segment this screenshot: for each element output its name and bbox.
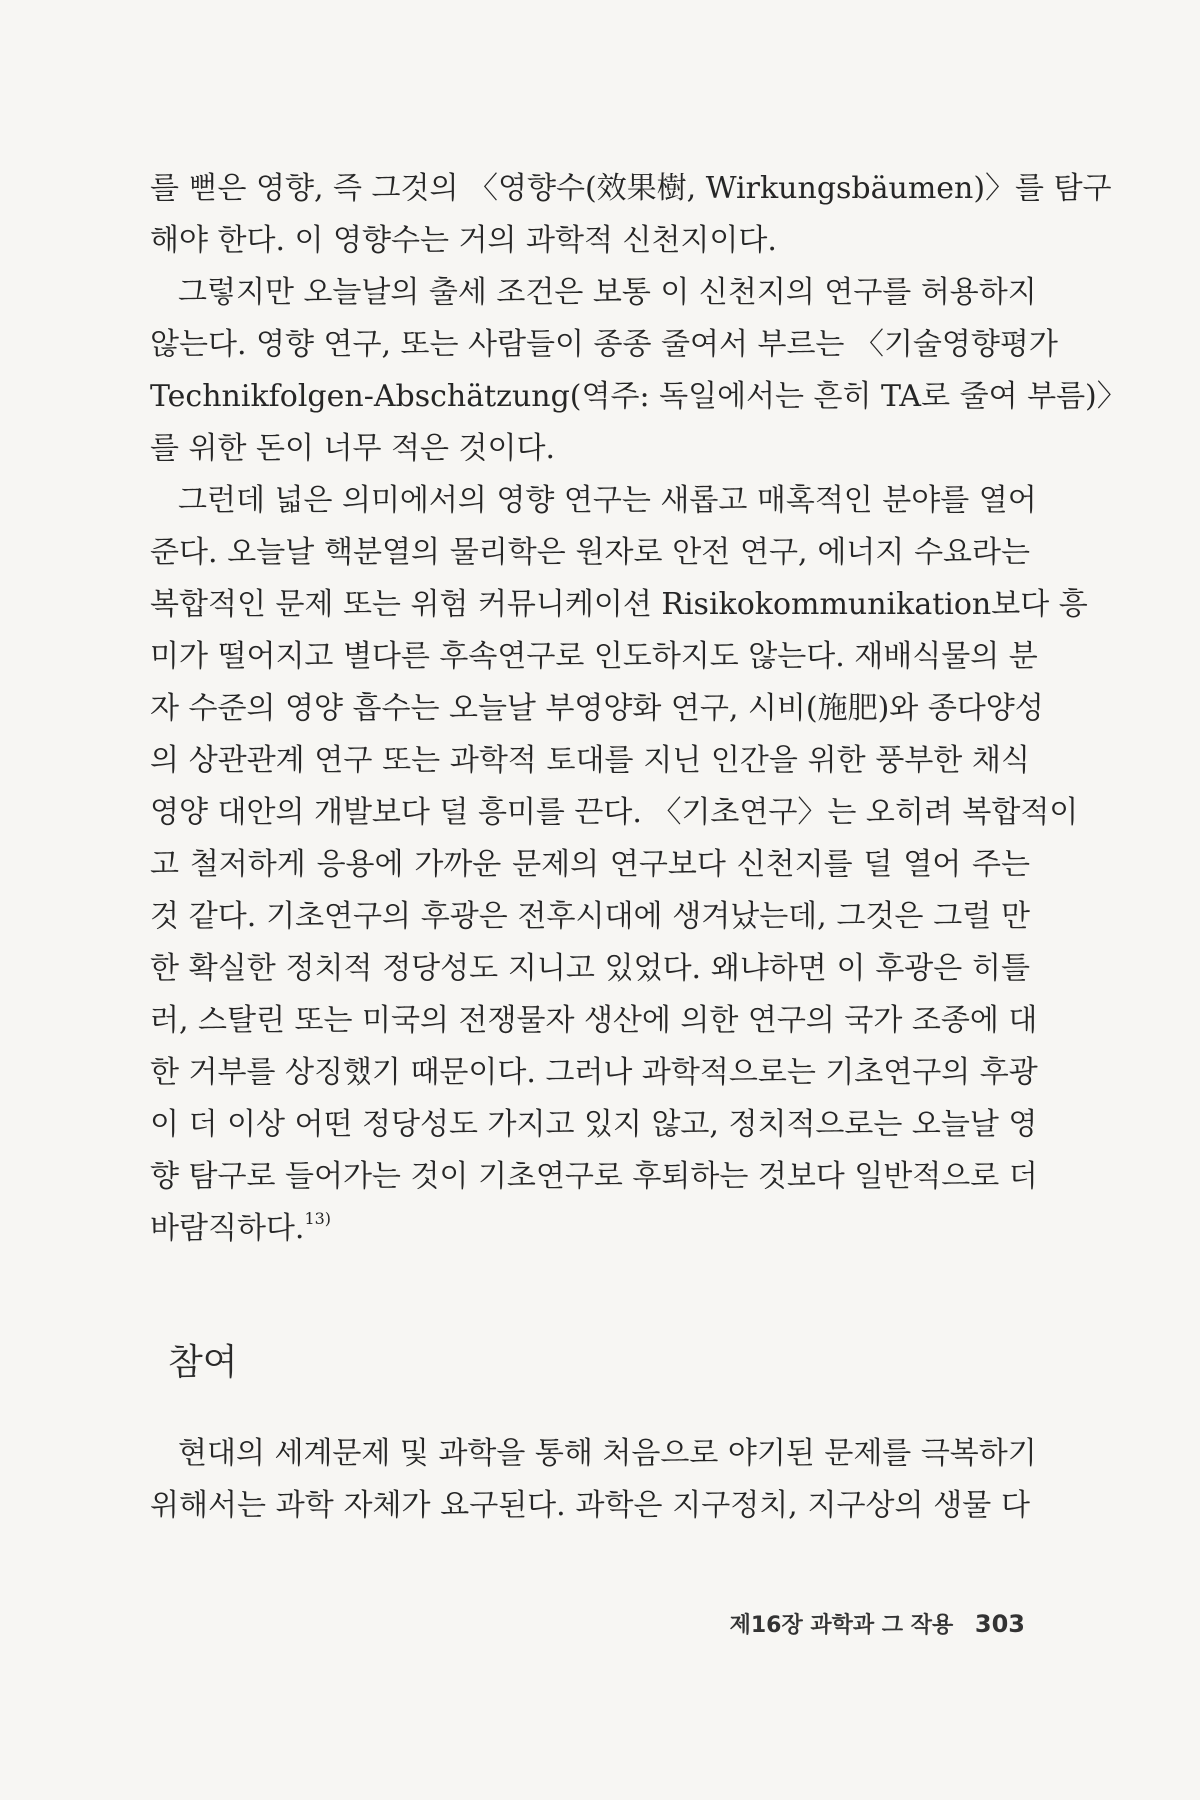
- text-line-content: 향 탐구로 들어가는 것이 기초연구로 후퇴하는 것보다 일반적으로 더: [150, 1159, 1038, 1194]
- text-line: [150, 631, 1038, 683]
- text-line: [150, 215, 1030, 267]
- text-line: [150, 787, 1079, 839]
- text-line: [150, 1047, 1038, 1099]
- text-line: [150, 735, 1030, 787]
- text-line-content: 것 같다. 기초연구의 후광은 전후시대에 생겨났는데, 그것은 그럴 만: [150, 899, 1030, 934]
- text-line-content: 해야 한다. 이 영향수는 거의 과학적 신천지이다.: [150, 223, 777, 258]
- text-line-content: 그런데 넓은 의미에서의 영향 연구는 새롭고 매혹적인 분야를 열어: [178, 483, 1037, 518]
- text-line: [150, 1099, 1038, 1151]
- text-line: [150, 683, 1044, 735]
- text-line-content: 영양 대안의 개발보다 덜 흥미를 끈다. 〈기초연구〉는 오히려 복합적이: [150, 795, 1079, 830]
- text-line: [150, 475, 1037, 527]
- text-line: [150, 267, 1037, 319]
- text-line: [150, 1151, 1038, 1203]
- text-line: [150, 371, 1127, 423]
- text-line: [150, 579, 1088, 631]
- text-line-content: 한 확실한 정치적 정당성도 지니고 있었다. 왜냐하면 이 후광은 히틀: [150, 951, 1030, 986]
- text-line: [150, 527, 1030, 579]
- text-line-content: 준다. 오늘날 핵분열의 물리학은 원자로 안전 연구, 에너지 수요라는: [150, 535, 1030, 570]
- text-line-content: 자 수준의 영양 흡수는 오늘날 부영양화 연구, 시비(施肥)와 종다양성: [150, 691, 1044, 726]
- text-line: [150, 1428, 1037, 1480]
- text-line-content: Technikfolgen-Abschätzung(역주: 독일에서는 흔히 TA로 줄여 부름)〉: [150, 379, 1127, 414]
- page-footer: [730, 1608, 1025, 1639]
- running-head-chapter: 제16장 과학과 그 작용: [729, 1613, 954, 1638]
- footnote-marker: 13): [304, 1209, 332, 1228]
- text-line: [150, 423, 1030, 475]
- text-line-content: 않는다. 영향 연구, 또는 사람들이 종종 줄여서 부르는 〈기술영향평가: [150, 327, 1058, 362]
- text-line: [150, 319, 1058, 371]
- text-line: [150, 1480, 1030, 1532]
- text-line-content: 고 철저하게 응용에 가까운 문제의 연구보다 신천지를 덜 열어 주는: [150, 847, 1030, 882]
- text-line-content: 현대의 세계문제 및 과학을 통해 처음으로 야기된 문제를 극복하기: [178, 1436, 1037, 1471]
- text-line: [150, 943, 1030, 995]
- text-line: [150, 839, 1030, 891]
- text-line-content: 바람직하다.: [150, 1211, 305, 1246]
- text-line-content: 를 뻗은 영향, 즉 그것의 〈영향수(效果樹, Wirkungsbäumen)〉를 탐구: [150, 171, 1112, 206]
- text-line-content: 의 상관관계 연구 또는 과학적 토대를 지닌 인간을 위한 풍부한 채식: [150, 743, 1030, 778]
- section-heading: 참여: [168, 1342, 238, 1383]
- text-line-content: 한 거부를 상징했기 때문이다. 그러나 과학적으로는 기초연구의 후광: [150, 1055, 1038, 1090]
- text-line-content: 복합적인 문제 또는 위험 커뮤니케이션 Risikokommunikation보다 흥: [150, 587, 1088, 622]
- text-line-content: 를 위한 돈이 너무 적은 것이다.: [150, 431, 555, 466]
- text-line-content: 미가 떨어지고 별다른 후속연구로 인도하지도 않는다. 재배식물의 분: [150, 639, 1038, 674]
- text-line: [150, 163, 1112, 215]
- text-line: [150, 995, 1038, 1047]
- text-line: [150, 891, 1030, 943]
- page-number: 303: [974, 1610, 1025, 1638]
- text-line-content: 그렇지만 오늘날의 출세 조건은 보통 이 신천지의 연구를 허용하지: [178, 275, 1037, 310]
- text-line-content: 이 더 이상 어떤 정당성도 가지고 있지 않고, 정치적으로는 오늘날 영: [150, 1107, 1038, 1142]
- section-body: [150, 1428, 1037, 1532]
- text-line-content: 위해서는 과학 자체가 요구된다. 과학은 지구정치, 지구상의 생물 다: [150, 1488, 1030, 1523]
- body-text: [150, 163, 1127, 1255]
- text-line: [150, 1203, 1030, 1255]
- text-line-content: 러, 스탈린 또는 미국의 전쟁물자 생산에 의한 연구의 국가 조종에 대: [150, 1003, 1038, 1038]
